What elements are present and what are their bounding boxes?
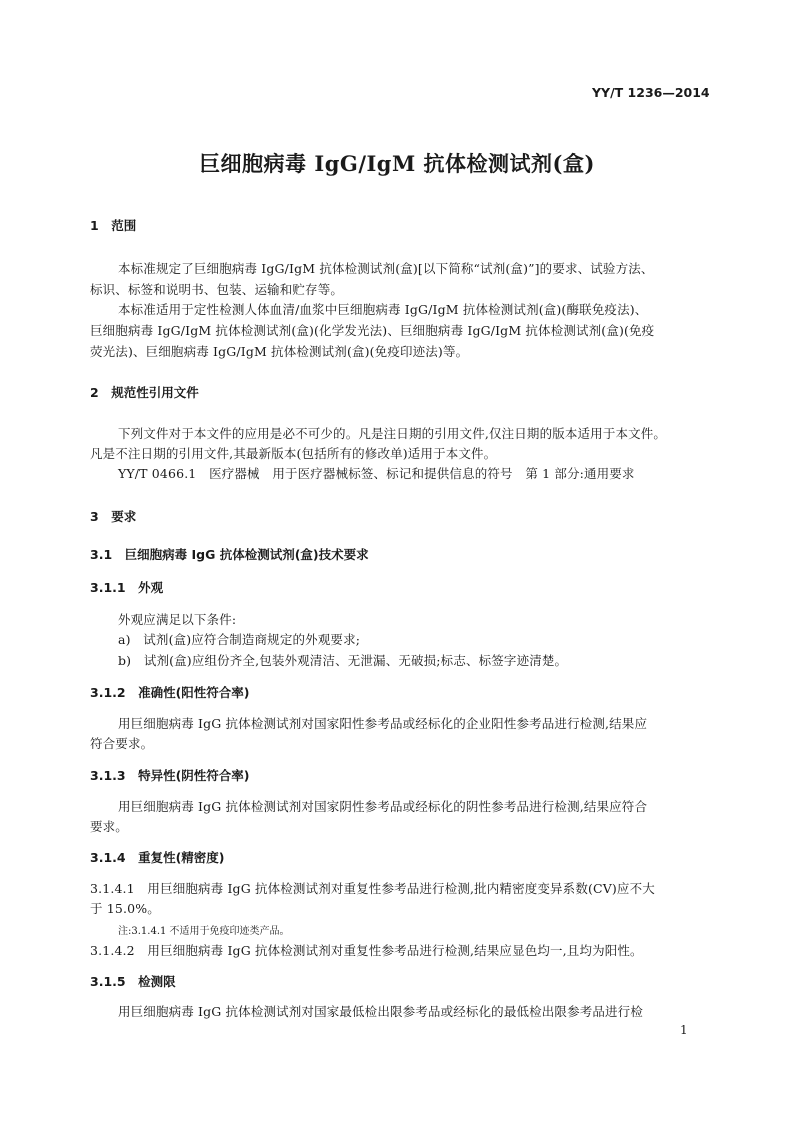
section-1-heading: 1 范围	[90, 218, 137, 233]
document-title: 巨细胞病毒 IgG/IgM 抗体检测试剂(盒)	[199, 151, 595, 176]
s2-para1-line2: 凡是不注日期的引用文件,其最新版本(包括所有的修改单)适用于本文件。	[90, 446, 497, 461]
s312-para-line2: 符合要求。	[90, 736, 154, 751]
s315-para-line1: 用巨细胞病毒 IgG 抗体检测试剂对国家最低检出限参考品或经标化的最低检出限参考品进行检	[118, 1004, 643, 1019]
s313-para-line1: 用巨细胞病毒 IgG 抗体检测试剂对国家阴性参考品或经标化的阴性参考品进行检测,结果应符合	[118, 799, 648, 814]
s1-para2-line2: 巨细胞病毒 IgG/IgM 抗体检测试剂(盒)(化学发光法)、巨细胞病毒 IgG/IgM 抗体检测试剂(盒)(免疫	[90, 323, 655, 338]
section-3-1-5-heading: 3.1.5 检测限	[90, 974, 176, 989]
s1-para2-line3: 荧光法)、巨细胞病毒 IgG/IgM 抗体检测试剂(盒)(免疫印迹法)等。	[90, 344, 469, 359]
s1-para1-line2: 标识、标签和说明书、包装、运输和贮存等。	[90, 282, 344, 297]
section-3-1-4-heading: 3.1.4 重复性(精密度)	[90, 850, 225, 865]
s1-para1-line1: 本标准规定了巨细胞病毒 IgG/IgM 抗体检测试剂(盒)[以下简称“试剂(盒)”]的要求、试验方法、	[118, 261, 654, 276]
s2-reference: YY/T 0466.1 医疗器械 用于医疗器械标签、标记和提供信息的符号 第 1 部分:通用要求	[118, 466, 635, 481]
section-3-1-3-heading: 3.1.3 特异性(阴性符合率)	[90, 768, 250, 783]
section-3-1-2-heading: 3.1.2 准确性(阳性符合率)	[90, 685, 250, 700]
s311-para: 外观应满足以下条件:	[118, 612, 237, 627]
note-3141: 注:3.1.4.1 不适用于免疫印迹类产品。	[118, 926, 290, 937]
s3141-para-line1: 3.1.4.1 用巨细胞病毒 IgG 抗体检测试剂对重复性参考品进行检测,批内精密度变异系数(CV)应不大	[90, 881, 655, 896]
s313-para-line2: 要求。	[90, 819, 128, 834]
standard-number: YY/T 1236—2014	[592, 85, 710, 100]
s311-item-b: b) 试剂(盒)应组份齐全,包装外观清洁、无泄漏、无破损;标志、标签字迹清楚。	[118, 653, 568, 668]
s3141-para-line2: 于 15.0%。	[90, 901, 160, 916]
s312-para-line1: 用巨细胞病毒 IgG 抗体检测试剂对国家阳性参考品或经标化的企业阳性参考品进行检测,结果应	[118, 716, 648, 731]
s2-para1-line1: 下列文件对于本文件的应用是必不可少的。凡是注日期的引用文件,仅注日期的版本适用于本文件。	[118, 426, 667, 441]
section-3-1-1-heading: 3.1.1 外观	[90, 580, 164, 595]
section-2-heading: 2 规范性引用文件	[90, 385, 199, 400]
s311-item-a: a) 试剂(盒)应符合制造商规定的外观要求;	[118, 632, 361, 647]
page-number: 1	[680, 1023, 688, 1037]
section-3-heading: 3 要求	[90, 509, 137, 524]
section-3-1-heading: 3.1 巨细胞病毒 IgG 抗体检测试剂(盒)技术要求	[90, 547, 369, 562]
s1-para2-line1: 本标准适用于定性检测人体血清/血浆中巨细胞病毒 IgG/IgM 抗体检测试剂(盒)(酶联免疫法)、	[118, 302, 648, 317]
s3142-para: 3.1.4.2 用巨细胞病毒 IgG 抗体检测试剂对重复性参考品进行检测,结果应显色均一,且均为阳性。	[90, 943, 643, 958]
